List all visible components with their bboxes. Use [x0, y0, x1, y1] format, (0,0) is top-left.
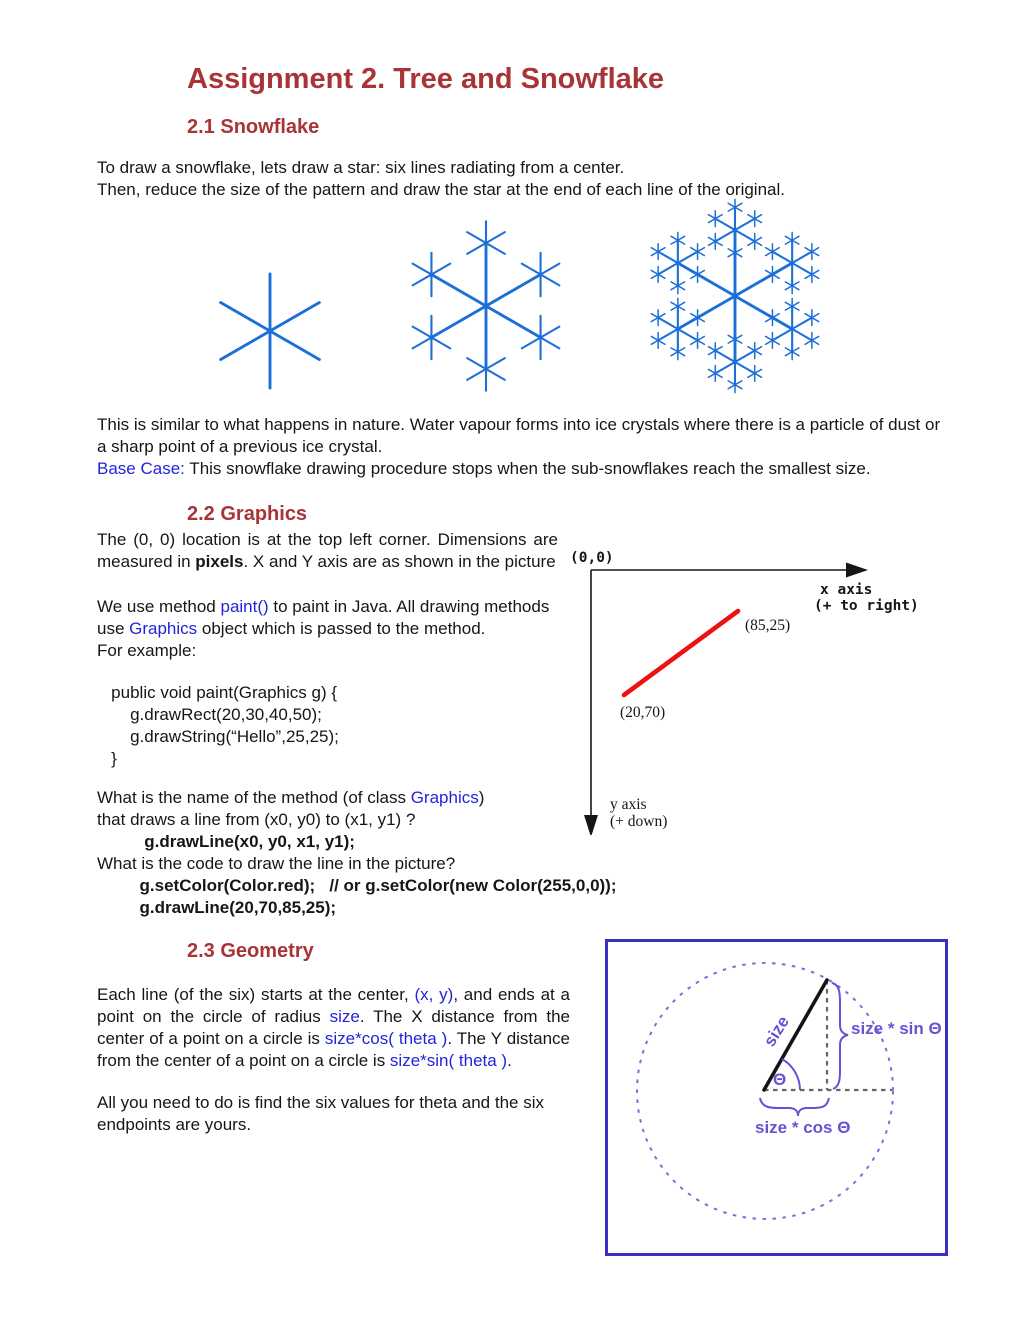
snowflake-arm — [658, 318, 665, 322]
snowflake-arm — [658, 336, 665, 340]
snowflake-arm — [658, 274, 665, 278]
snowflake-arm — [772, 252, 779, 256]
snowflake-arm — [792, 352, 799, 356]
snowflake-figures — [97, 201, 948, 401]
snowflake-arm — [728, 203, 735, 207]
snowflake-arm — [467, 369, 486, 380]
snowflake-arm — [467, 232, 486, 243]
sin-label: size * sin Θ — [851, 1019, 942, 1038]
cos-brace — [760, 1098, 829, 1116]
snowflake-arm — [698, 248, 705, 252]
snowflake-arm — [755, 241, 762, 245]
snowflake-arm — [715, 215, 722, 219]
snowflake-arm — [748, 347, 755, 351]
origin-label: (0,0) — [570, 550, 614, 566]
snowflake-arm — [651, 314, 658, 318]
snowflake-arm — [486, 232, 505, 243]
snowflake-arm — [431, 264, 450, 275]
text-segment: Each line (of the six) starts at the center, — [97, 985, 415, 1004]
y-axis-label: y axis — [610, 796, 647, 813]
document-title: Assignment 2. Tree and Snowflake — [187, 63, 665, 95]
text-segment: To draw a snowflake, lets draw a star: six lines radiating from a center. — [97, 158, 625, 177]
snowflake-arm — [805, 336, 812, 340]
snowflake-arm — [691, 336, 698, 340]
y-axis-arrowhead-icon — [584, 815, 598, 835]
figure-border — [607, 941, 947, 1255]
y-axis-direction-label: (+ down) — [610, 813, 668, 830]
snowflake-arm — [715, 347, 722, 351]
snowflake-arm — [748, 373, 755, 377]
snowflake-arm — [541, 264, 560, 275]
snowflake-arm — [812, 248, 819, 252]
snowflake-arm — [708, 219, 715, 223]
snowflake-arm — [270, 303, 319, 332]
snowflake-arm — [805, 318, 812, 322]
text-segment: size*sin( theta ) — [389, 1051, 508, 1070]
sin-brace — [832, 983, 848, 1089]
snowflake-arm — [785, 236, 792, 240]
snowflake-arm — [755, 369, 762, 373]
text-segment: . — [507, 1051, 512, 1070]
snowflake-arm — [698, 270, 705, 274]
snowflake-arm — [691, 314, 698, 318]
snowflake-arm — [413, 327, 432, 338]
text-segment: paint() — [220, 597, 269, 616]
snowflake-arm — [755, 347, 762, 351]
snowflake-arm — [270, 331, 319, 360]
snowflake-arm — [467, 358, 486, 369]
snowflake-arm — [748, 215, 755, 219]
snowflake-arm — [651, 340, 658, 344]
text-segment: size*cos( theta ) — [324, 1029, 448, 1048]
snowflake-arm — [651, 252, 658, 256]
snowflake-arm — [805, 270, 812, 274]
snowflake-arm — [431, 327, 450, 338]
text-segment: (x, y) — [414, 985, 454, 1004]
snowflake-arm — [413, 338, 432, 349]
snowflake-arm — [651, 318, 658, 322]
text-segment: All you need to do is find the six values for theta and the six endpoints are yours. — [97, 1093, 544, 1134]
snowflake-arm — [678, 286, 685, 290]
snowflake-arm — [748, 237, 755, 241]
snowflake-arm — [785, 286, 792, 290]
text-segment: g.drawRect(20,30,40,50); — [97, 705, 322, 724]
snowflake-arm — [812, 252, 819, 256]
snowflake-arm — [715, 237, 722, 241]
text-segment: . The Y distance from the center of a point on a circle is — [97, 1029, 571, 1070]
snowflake-arm — [413, 264, 432, 275]
snowflake-arm — [691, 248, 698, 252]
snowflake-arm — [748, 351, 755, 355]
text-segment: g.setColor(Color.red); // or g.setColor(new Color(255,0,0)); — [97, 876, 617, 895]
text-segment: What is the code to draw the line in the picture? — [97, 854, 456, 873]
snowflake-arm — [691, 274, 698, 278]
snowflake-arm — [431, 338, 450, 349]
snowflake-arm — [698, 252, 705, 256]
snowflake-arm — [715, 373, 722, 377]
snowflake-arm — [671, 236, 678, 240]
text-segment: We use method — [97, 597, 221, 616]
x-axis-label: x axis — [820, 582, 873, 598]
snowflake-arm — [658, 252, 665, 256]
graphics-section — [97, 529, 948, 919]
snowflake-arm — [812, 318, 819, 322]
snowflake-arm — [766, 270, 773, 274]
snowflake-arm — [658, 314, 665, 318]
snowflake-arm — [678, 352, 685, 356]
snowflake-arm — [715, 351, 722, 355]
snowflake-arm — [772, 340, 779, 344]
snowflake-arm — [486, 243, 505, 254]
text-segment: This is similar to what happens in nature. Water vapour forms into ice crystals where there is a particle of dust or a sharp point of a previous ice crystal. — [97, 415, 941, 456]
snowflake-arm — [735, 203, 742, 207]
text-segment: What is the name of the method (of class — [97, 788, 411, 807]
snowflake-arm — [812, 340, 819, 344]
snowflake-arm — [792, 286, 799, 290]
axis-figure — [558, 529, 948, 835]
snowflake-arm — [522, 338, 541, 349]
snowflake-arm — [708, 215, 715, 219]
snowflake-arm — [651, 336, 658, 340]
text-segment: g.drawString(“Hello”,25,25); — [97, 727, 339, 746]
snowflake-arm — [467, 243, 486, 254]
text-segment: ) — [478, 788, 485, 807]
text-segment: Graphics — [129, 619, 198, 638]
text-segment: to paint in Java. All drawing methods use — [97, 597, 550, 638]
text-segment: This snowflake drawing procedure stops when the sub-snowflakes reach the smallest size. — [184, 459, 871, 478]
geometry-figure — [605, 939, 948, 1256]
snowflake-arm — [812, 270, 819, 274]
snowflake-arm — [671, 286, 678, 290]
snowflake-arm — [805, 340, 812, 344]
snowflake-arm — [785, 352, 792, 356]
x-axis-direction-label: (+ to right) — [814, 598, 919, 614]
section-heading-snowflake: 2.1 Snowflake — [187, 116, 320, 138]
snowflake-arm — [541, 338, 560, 349]
snowflake-arm — [805, 274, 812, 278]
text-segment: g.drawLine(x0, y0, x1, y1); — [97, 832, 355, 851]
snowflake-arm — [678, 302, 685, 306]
snowflake-arm — [715, 369, 722, 373]
snowflake-arm — [658, 270, 665, 274]
x-axis-arrowhead-icon — [846, 563, 868, 578]
snowflake-arm — [651, 248, 658, 252]
snowflake-arm — [755, 237, 762, 241]
snowflake-arm — [708, 369, 715, 373]
snowflake-arm — [772, 336, 779, 340]
snowflake-arm — [522, 264, 541, 275]
snowflake-arm — [431, 275, 450, 286]
snowflake-arm — [728, 385, 735, 389]
theta-label: Θ — [773, 1070, 787, 1089]
snowflake-arm — [766, 248, 773, 252]
snowflake-arm — [671, 352, 678, 356]
snowflake-arm — [755, 373, 762, 377]
snowflake-arm — [708, 241, 715, 245]
snowflake-arm — [792, 236, 799, 240]
text-segment: pixels — [195, 552, 244, 571]
text-segment: that draws a line from (x0, y0) to (x1, y1) ? — [97, 810, 416, 829]
snowflake-level-1 — [210, 271, 330, 391]
snowflake-arm — [812, 314, 819, 318]
snowflake-arm — [651, 270, 658, 274]
snowflake-arm — [541, 275, 560, 286]
text-segment: g.drawLine(20,70,85,25); — [97, 898, 337, 917]
text-segment: object which is passed to the method. — [197, 619, 486, 638]
snowflake-arm — [678, 236, 685, 240]
line-end-label: (85,25) — [745, 617, 791, 634]
snowflake-arm — [755, 219, 762, 223]
snowflake-arm — [766, 252, 773, 256]
snowflake-arm — [486, 358, 505, 369]
snowflake-arm — [486, 369, 505, 380]
cos-label: size * cos Θ — [755, 1118, 851, 1137]
snowflake-arm — [691, 252, 698, 256]
text-segment: For example: — [97, 641, 197, 660]
text-segment: public void paint(Graphics g) { — [97, 683, 338, 702]
section-heading-graphics: 2.2 Graphics — [187, 503, 308, 525]
snowflake-arm — [805, 248, 812, 252]
snowflake-arm — [766, 340, 773, 344]
snowflake-arm — [651, 274, 658, 278]
snowflake-arm — [522, 327, 541, 338]
snowflake-arm — [541, 327, 560, 338]
snowflake-arm — [221, 331, 270, 360]
snowflake-arm — [812, 274, 819, 278]
text-segment: size — [329, 1007, 360, 1026]
snowflake-arm — [698, 336, 705, 340]
snowflake-arm — [691, 340, 698, 344]
snowflake-arm — [221, 303, 270, 332]
text-segment: . X and Y axis are as shown in the picture — [243, 552, 556, 571]
text-segment: Base Case: — [97, 459, 185, 478]
snowflake-arm — [748, 369, 755, 373]
snowflake-arm — [658, 248, 665, 252]
text-segment: , and ends at a point on the circle of radius — [97, 985, 570, 1026]
snowflake-arm — [805, 314, 812, 318]
snowflake-arm — [715, 219, 722, 223]
red-drawn-line — [624, 611, 738, 695]
text-segment: Graphics — [410, 788, 479, 807]
snowflake-arm — [715, 241, 722, 245]
text-segment: . The X distance from the center of a point on a circle is — [97, 1007, 570, 1048]
text-segment: Then, reduce the size of the pattern and draw the star at the end of each line of the original. — [97, 180, 785, 199]
snowflake-arm — [772, 274, 779, 278]
snowflake-arm — [658, 340, 665, 344]
snowflake-arm — [772, 248, 779, 252]
snowflake-arm — [805, 252, 812, 256]
snowflake-arm — [772, 314, 779, 318]
size-label: size — [759, 1012, 793, 1050]
line-start-label: (20,70) — [620, 704, 666, 721]
snowflake-arm — [735, 385, 742, 389]
nature-paragraph — [97, 414, 946, 480]
snowflake-arm — [522, 275, 541, 286]
snowflake-arm — [792, 302, 799, 306]
snowflake-arm — [748, 219, 755, 223]
snowflake-arm — [766, 336, 773, 340]
snowflake-arm — [698, 340, 705, 344]
text-segment: } — [97, 749, 117, 768]
geometry-section — [97, 939, 948, 1136]
snowflake-arm — [785, 302, 792, 306]
snowflake-level-2 — [396, 216, 576, 396]
snowflake-arm — [708, 237, 715, 241]
snowflake-arm — [812, 336, 819, 340]
snowflake-arm — [708, 347, 715, 351]
snowflake-arm — [755, 351, 762, 355]
snowflake-intro-paragraph — [97, 157, 948, 201]
snowflake-arm — [698, 318, 705, 322]
section-heading-geometry: 2.3 Geometry — [187, 940, 314, 962]
snowflake-arm — [766, 318, 773, 322]
snowflake-arm — [748, 241, 755, 245]
snowflake-level-3 — [635, 196, 835, 396]
text-segment: The (0, 0) location is at the top left corner. Dimensions are measured in — [97, 530, 558, 571]
snowflake-arm — [671, 302, 678, 306]
snowflake-arm — [413, 275, 432, 286]
snowflake-arm — [708, 373, 715, 377]
snowflake-arm — [708, 351, 715, 355]
snowflake-arm — [755, 215, 762, 219]
